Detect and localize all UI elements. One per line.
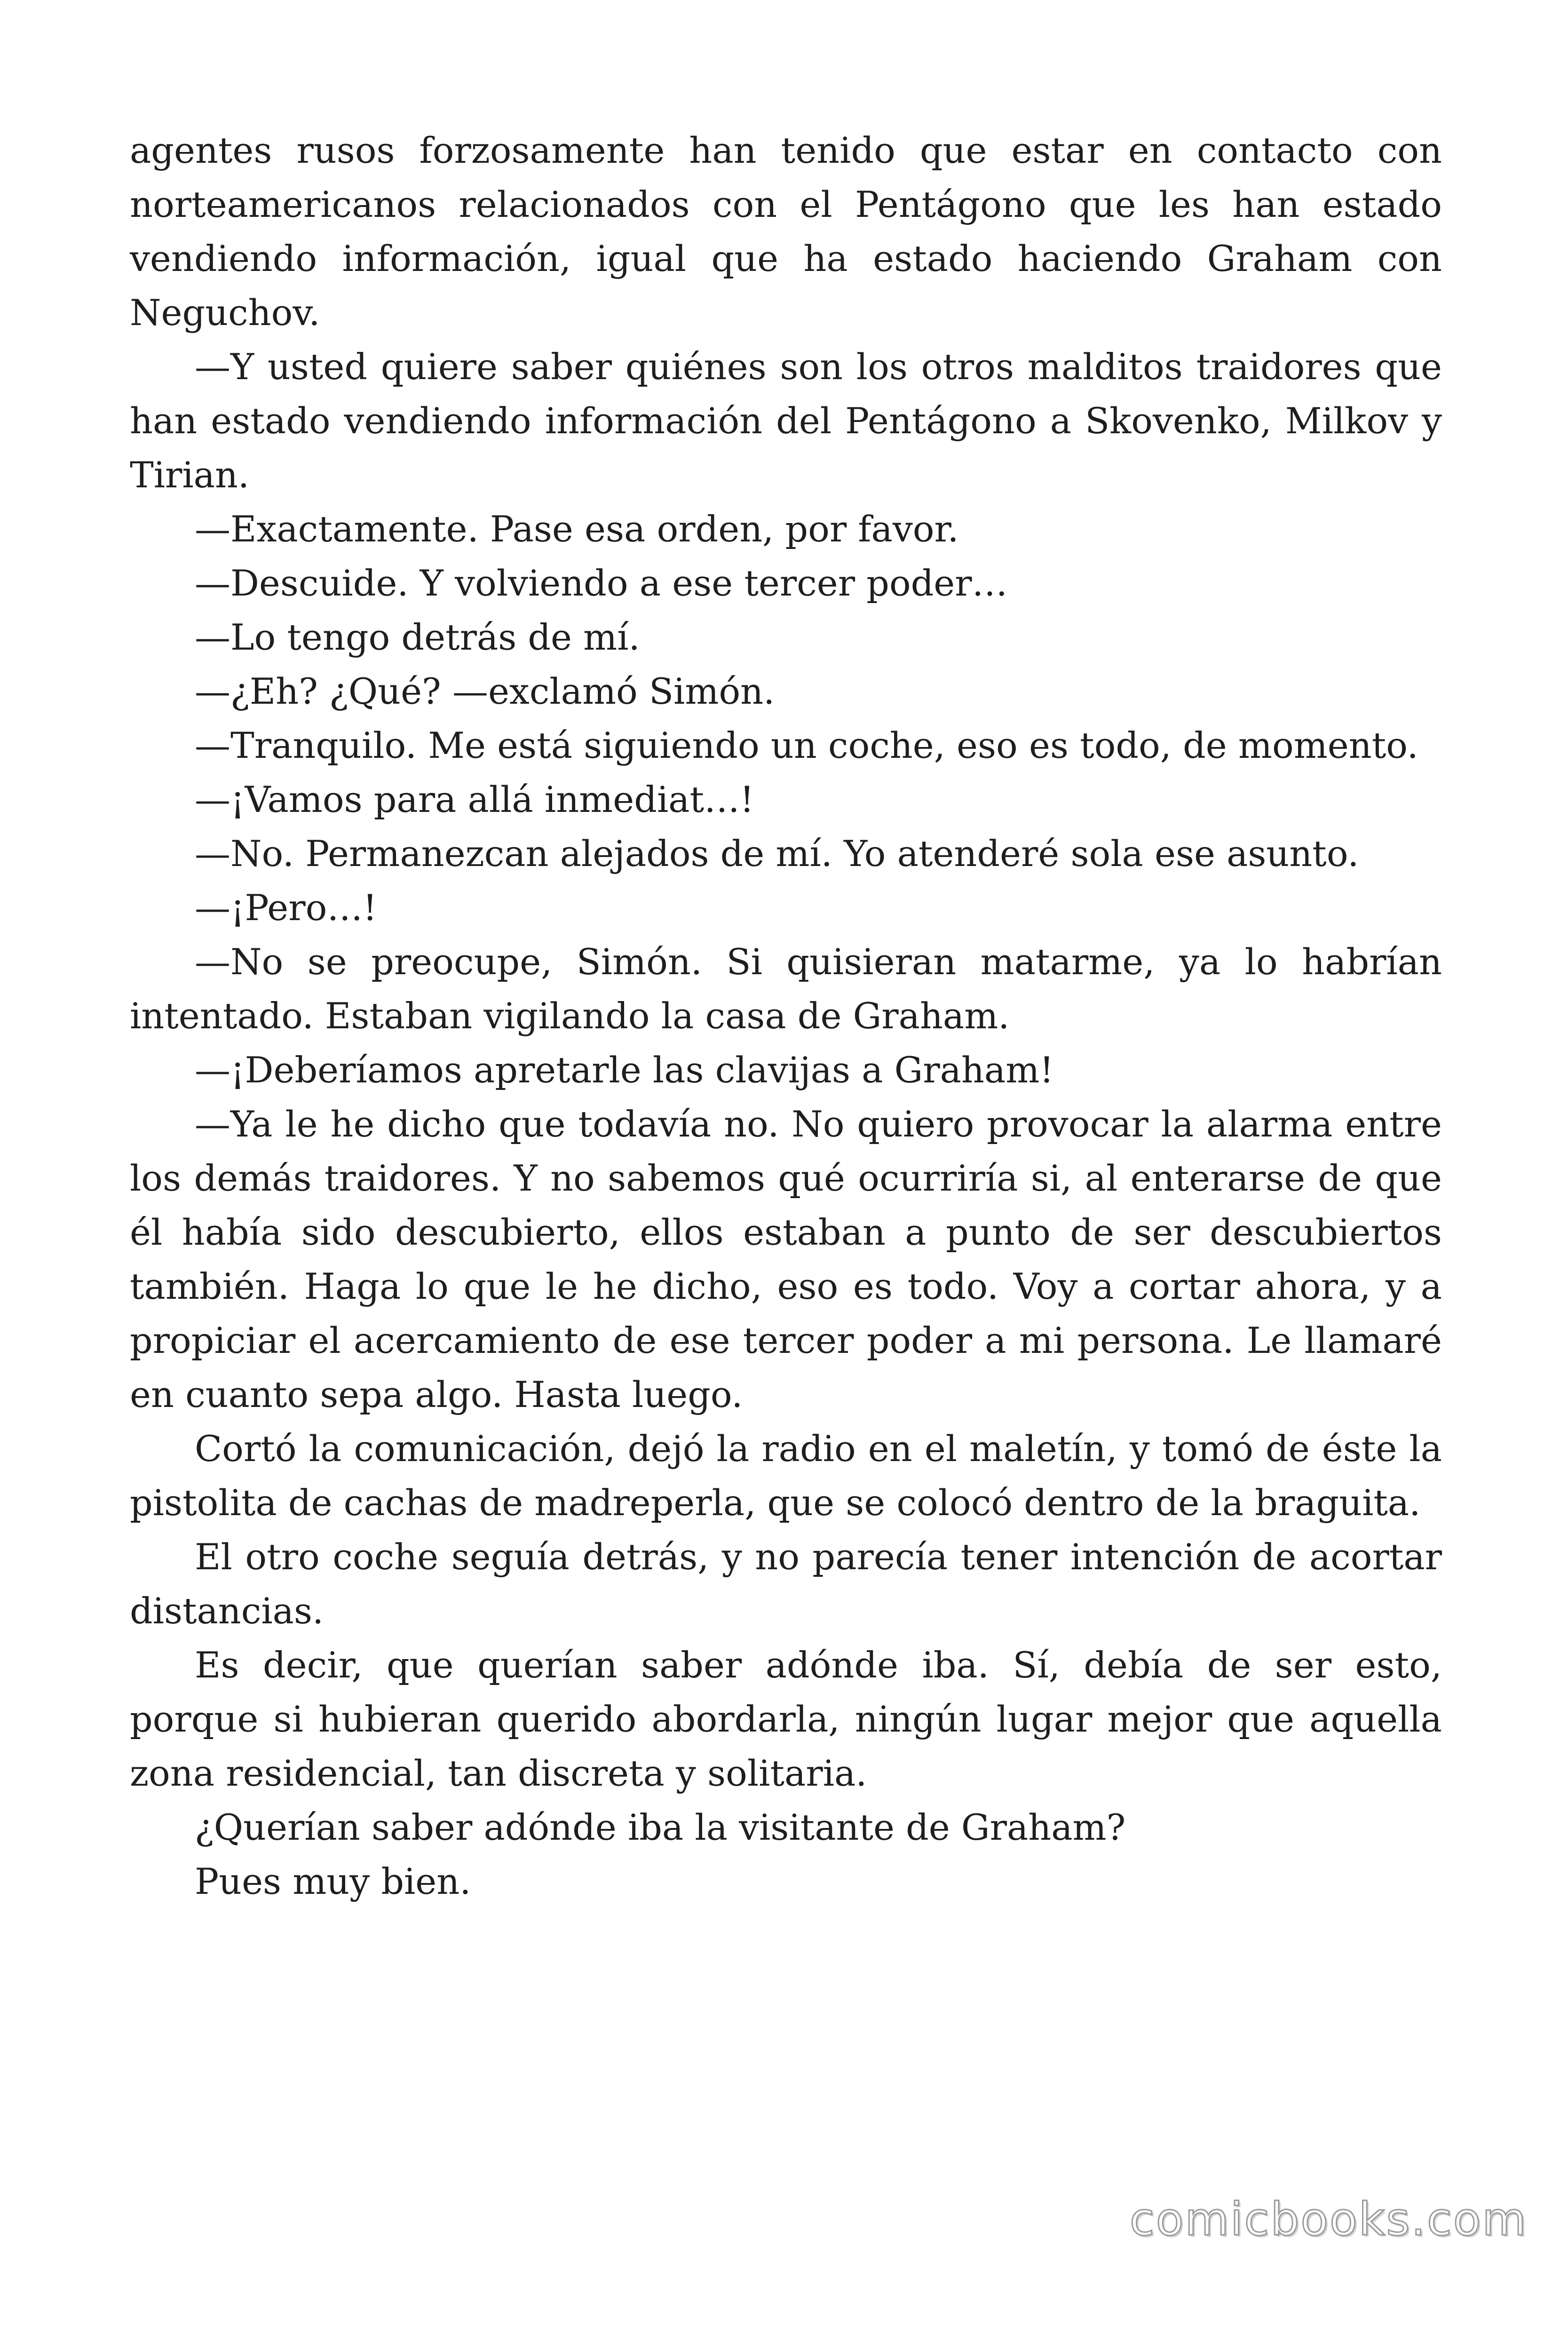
- paragraph: —¡Deberíamos apretarle las clavijas a Graham!: [195, 1049, 1054, 1091]
- paragraph: —Ya le he dicho que todavía no. No quiero provocar la alarma entre los demás traidores. Y no sabemos qué ocurriría si, al enterarse de que él había sido descubierto, ellos estaban a punto de ser descubiertos también. Haga lo que le he dicho, eso es todo. Voy a cortar ahora, y a propiciar el acercamiento de ese tercer poder a mi persona. Le llamaré en cuanto sepa algo. Hasta luego.: [130, 1103, 1442, 1415]
- paragraph: —Lo tengo detrás de mí.: [195, 616, 640, 658]
- paragraph: ¿Querían saber adónde iba la visitante de Graham?: [195, 1806, 1126, 1848]
- document-page: [130, 123, 1442, 1908]
- paragraph: —Descuide. Y volviendo a ese tercer poder…: [195, 562, 1008, 604]
- paragraph: Cortó la comunicación, dejó la radio en el maletín, y tomó de éste la pistolita de cachas de madreperla, que se colocó dentro de la braguita.: [130, 1428, 1442, 1524]
- paragraph: agentes rusos forzosamente han tenido que estar en contacto con norteamericanos relacionados con el Pentágono que les han estado vendiendo información, igual que ha estado haciendo Graham con Neguchov.: [130, 129, 1442, 334]
- paragraph: El otro coche seguía detrás, y no parecía tener intención de acortar distancias.: [130, 1536, 1442, 1632]
- paragraph: —¿Eh? ¿Qué? —exclamó Simón.: [195, 670, 775, 712]
- paragraph: Es decir, que querían saber adónde iba. Sí, debía de ser esto, porque si hubieran querido abordarla, ningún lugar mejor que aquella zona residencial, tan discreta y solitaria.: [130, 1644, 1442, 1794]
- paragraph: —¡Vamos para allá inmediat…!: [195, 779, 754, 820]
- paragraph: —No. Permanezcan alejados de mí. Yo atenderé sola ese asunto.: [195, 833, 1359, 874]
- paragraph: —¡Pero…!: [195, 887, 377, 929]
- watermark: comicbooks.com: [1129, 2193, 1528, 2246]
- paragraph: Pues muy bien.: [195, 1860, 471, 1902]
- paragraph: —Exactamente. Pase esa orden, por favor.: [195, 508, 959, 550]
- paragraph: —No se preocupe, Simón. Si quisieran matarme, ya lo habrían intentado. Estaban vigilando la casa de Graham.: [130, 941, 1442, 1037]
- paragraph: —Tranquilo. Me está siguiendo un coche, eso es todo, de momento.: [195, 724, 1418, 766]
- paragraph: —Y usted quiere saber quiénes son los otros malditos traidores que han estado vendiendo información del Pentágono a Skovenko, Milkov y Tirian.: [130, 346, 1442, 496]
